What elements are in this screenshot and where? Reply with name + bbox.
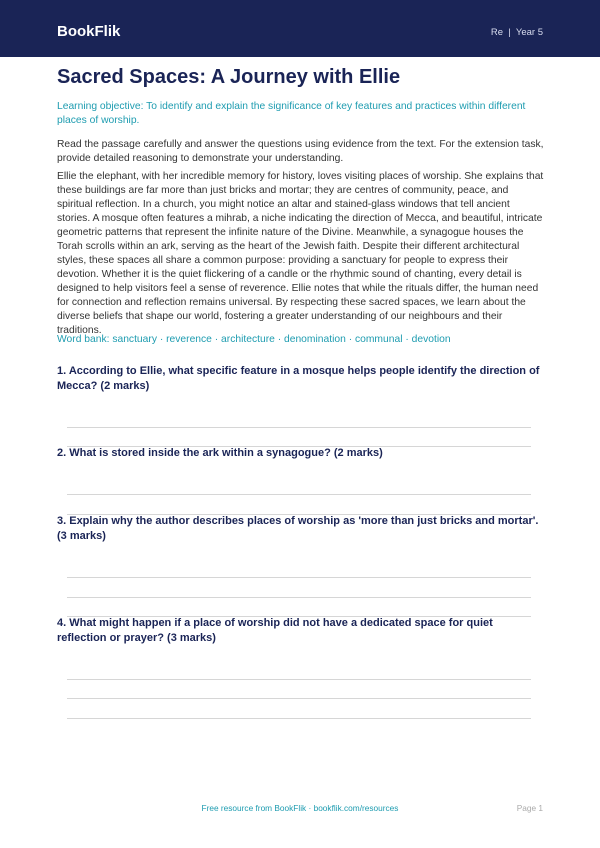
brand-logo[interactable]: BookFlik bbox=[57, 23, 121, 40]
answer-line[interactable] bbox=[67, 597, 531, 598]
page-number: Page 1 bbox=[516, 803, 543, 813]
word-bank: Word bank: sanctuary · reverence · architecture · denomination · communal · devotion bbox=[57, 334, 451, 345]
answer-line[interactable] bbox=[67, 577, 531, 578]
header-bar bbox=[0, 0, 600, 57]
question-2: 2. What is stored inside the ark within a synagogue? (2 marks) bbox=[57, 447, 383, 459]
subject-year-label: Re | Year 5 bbox=[490, 27, 543, 38]
answer-line[interactable] bbox=[67, 427, 531, 428]
question-1: 1. According to Ellie, what specific feature in a mosque helps people identify the direction of Mecca? (2 marks) bbox=[57, 365, 540, 392]
reading-passage: Ellie the elephant, with her incredible memory for history, loves visiting places of worship. She explains that these buildings are far more than just bricks and mortar; they are centres of community, peace, and spiritual reflection. In a church, you might notice an altar and stained-glass windows that tell ancient stories. A mosque often features a mihrab, a niche indicating the direction of Mecca, and beautiful, intricate geometric patterns that represent the infinite nature of the Divine. Meanwhile, a synagogue houses the Torah scrolls within an ark, serving as the heart of the Jewish faith. Despite their different architectural styles, these spaces all share a common purpose: providing a sanctuary for people to express their devotion. Whether it is the quiet flickering of a candle or the rhythmic sound of chanting, every detail is designed to help visitors feel a sense of reverence. Ellie notes that while the rituals differ, the human need for connection and reflection remains universal. By respecting these sacred spaces, we learn about the diverse beliefs that shape our world, fostering a greater understanding of our neighbours and their traditions. bbox=[57, 171, 544, 336]
footer-resource-link[interactable]: Free resource from BookFlik · bookflik.com/resources bbox=[201, 803, 399, 813]
answer-line[interactable] bbox=[67, 698, 531, 699]
answer-line[interactable] bbox=[67, 494, 531, 495]
instructions: Read the passage carefully and answer the questions using evidence from the text. For the extension task, provide detailed reasoning to demonstrate your understanding. bbox=[57, 139, 544, 164]
question-4: 4. What might happen if a place of worship did not have a dedicated space for quiet reflection or prayer? (3 marks) bbox=[57, 617, 493, 644]
question-3: 3. Explain why the author describes places of worship as 'more than just bricks and mortar'. (3 marks) bbox=[57, 515, 539, 542]
page-title: Sacred Spaces: A Journey with Ellie bbox=[57, 66, 401, 88]
answer-line[interactable] bbox=[67, 718, 531, 719]
learning-objective: Learning objective: To identify and explain the significance of key features and practices within different places of worship. bbox=[57, 101, 526, 126]
answer-line[interactable] bbox=[67, 679, 531, 680]
